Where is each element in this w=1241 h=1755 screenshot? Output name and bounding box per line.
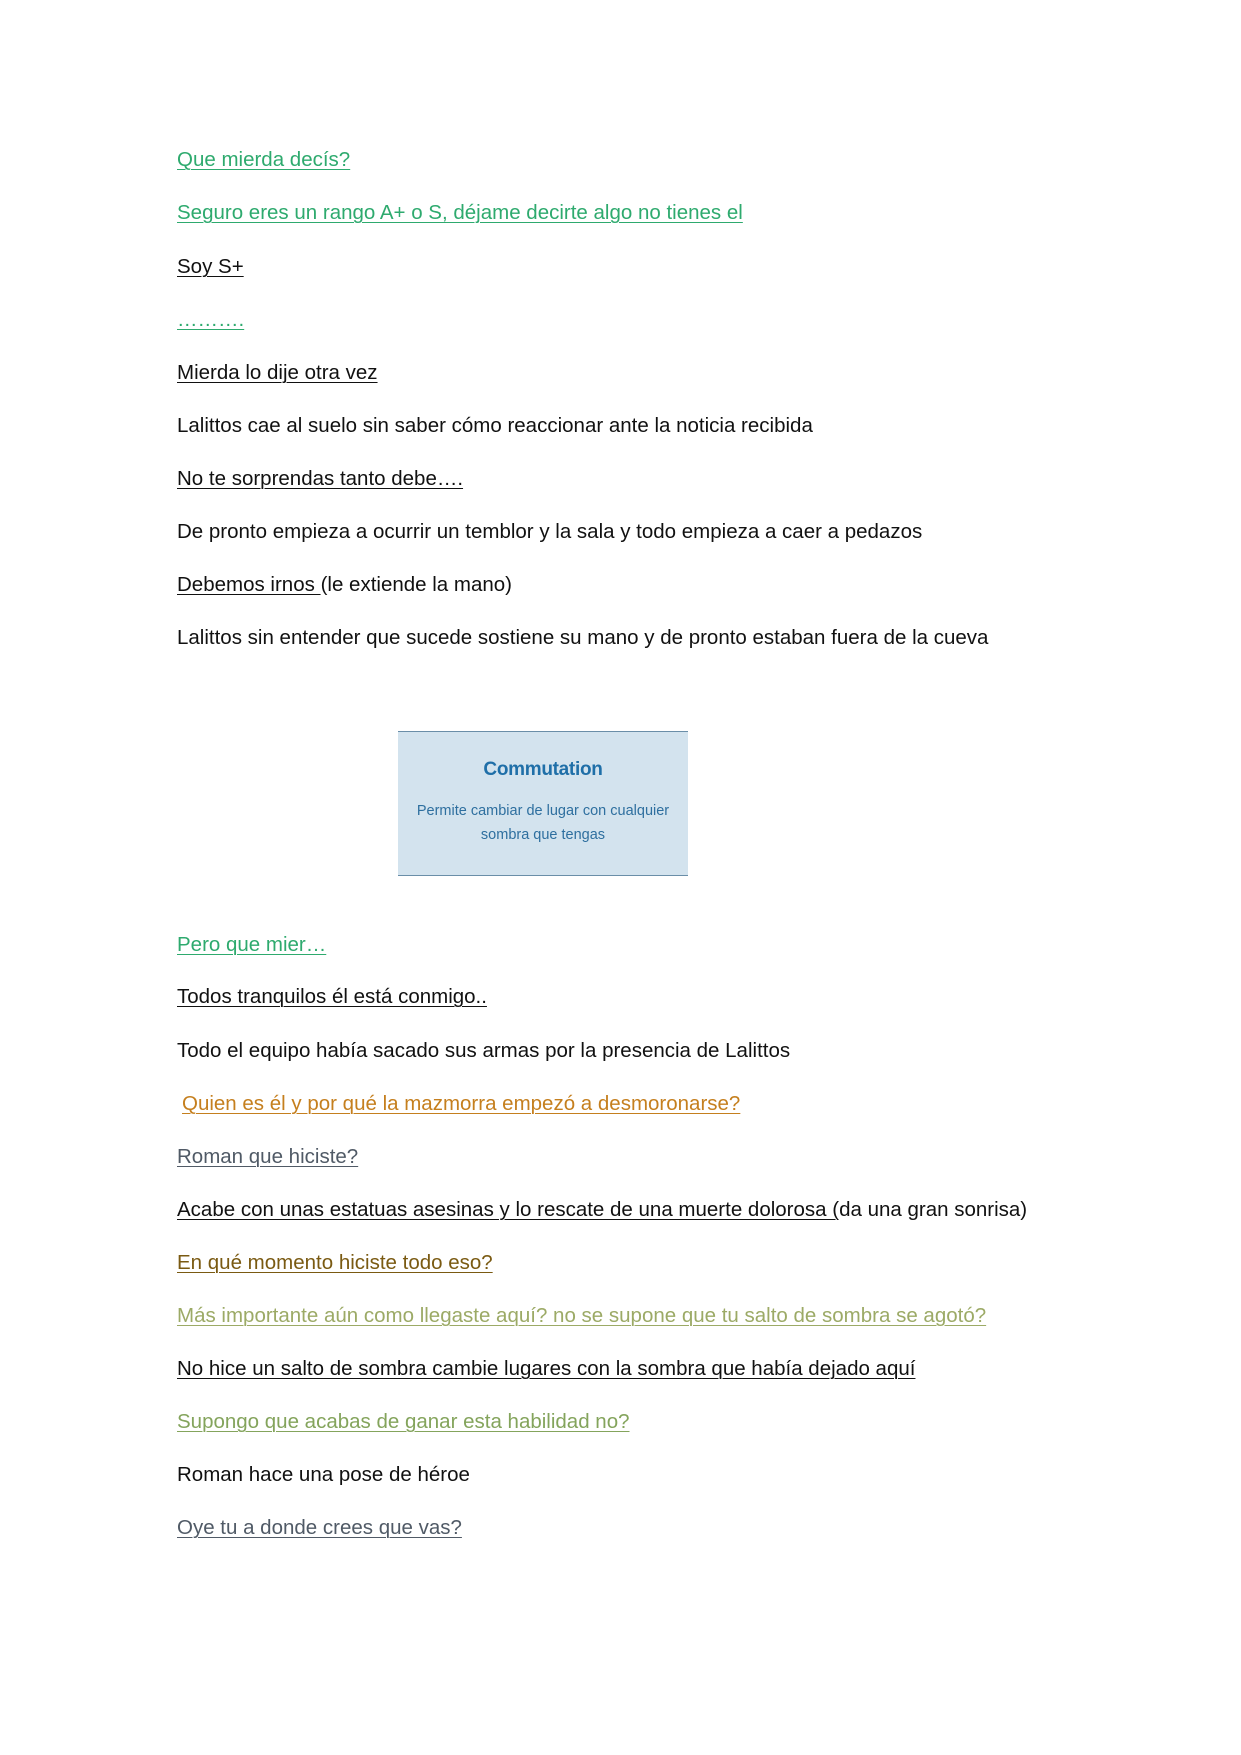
skill-title: Commutation — [483, 759, 603, 780]
dialogue-line: Oye tu a donde crees que vas? — [177, 1516, 462, 1539]
dialogue-line: No te sorprendas tanto debe…. — [177, 467, 464, 490]
dialogue-line: Roman que hiciste? — [177, 1145, 359, 1168]
dialogue-line: Mierda lo dije otra vez — [177, 361, 378, 384]
dialogue-text: Acabe con unas estatuas asesinas y lo rescate de una muerte dolorosa ( — [177, 1198, 840, 1221]
narration-line: Lalittos cae al suelo sin saber cómo reaccionar ante la noticia recibida — [177, 414, 813, 437]
skill-description: Permite cambiar de lugar con cualquier sombra que tengas — [416, 803, 670, 843]
narration-line: Lalittos sin entender que sucede sostiene su mano y de pronto estaban fuera de la cueva — [177, 626, 989, 649]
dialogue-line: En qué momento hiciste todo eso? — [177, 1251, 493, 1274]
dialogue-line: Todos tranquilos él está conmigo.. — [177, 985, 487, 1008]
narration-line: Todo el equipo había sacado sus armas por la presencia de Lalittos — [177, 1039, 791, 1062]
narration-text: (le extiende la mano) — [320, 573, 512, 596]
narration-text: da una gran sonrisa) — [839, 1198, 1028, 1221]
dialogue-line — [177, 1196, 1027, 1224]
dialogue-line: Seguro eres un rango A+ o S, déjame decirte algo no tienes el — [177, 201, 743, 224]
narration-line: Roman hace una pose de héroe — [177, 1463, 470, 1486]
dialogue-line: Que mierda decís? — [177, 148, 351, 171]
dialogue-line: Pero que mier… — [177, 933, 327, 956]
dialogue-line: Más importante aún como llegaste aquí? no se supone que tu salto de sombra se agotó? — [177, 1304, 987, 1327]
dialogue-line: No hice un salto de sombra cambie lugares con la sombra que había dejado aquí — [177, 1357, 916, 1380]
dialogue-line: Quien es él y por qué la mazmorra empezó a desmoronarse? — [182, 1092, 741, 1115]
narration-line: De pronto empieza a ocurrir un temblor y la sala y todo empieza a caer a pedazos — [177, 520, 923, 543]
dialogue-line — [177, 571, 512, 599]
dialogue-line: ………. — [177, 308, 245, 331]
skill-box — [398, 731, 688, 876]
dialogue-text: Debemos irnos — [177, 573, 321, 596]
dialogue-line: Supongo que acabas de ganar esta habilidad no? — [177, 1410, 630, 1433]
dialogue-line: Soy S+ — [177, 255, 244, 278]
